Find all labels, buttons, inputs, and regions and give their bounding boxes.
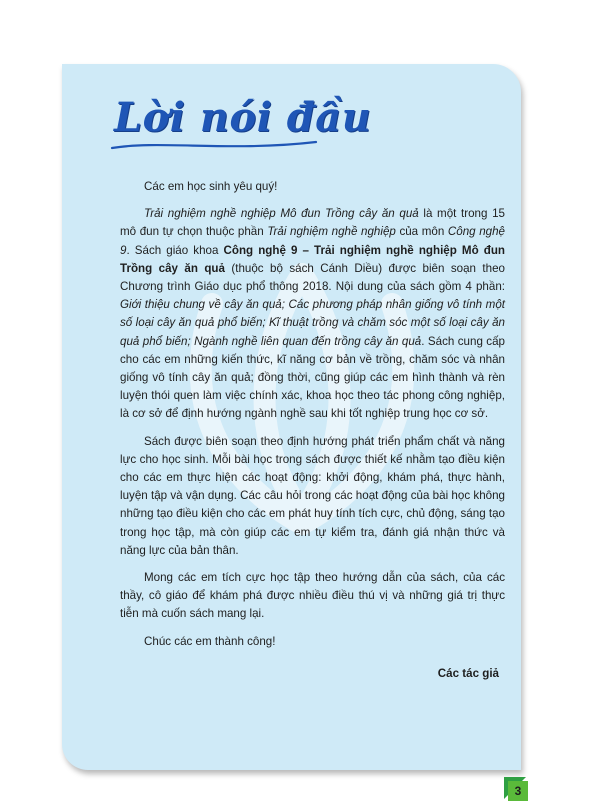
preface-body [120,178,505,692]
paragraph-method: Sách được biên soạn theo định hướng phát triển phẩm chất và năng lực cho học sinh. Mỗi bài học trong sách được thiết kế nhằm tạo điều kiện cho các em thực hiện các hoạt động: khởi động, khám phá, thực hành, luyện tập và vận dụng. Các câu hỏi trong các hoạt động của bài học không những tạo điều kiện cho các em phát huy tính tích cực, chủ động, sáng tạo trong học tập, mà còn giúp các em tự kiểm tra, đánh giá nhận thức và năng lực của bản thân. [120,434,505,557]
text-italic: Giới thiệu chung về cây ăn quả; Các phương pháp nhân giống vô tính một số loại cây ăn quả phổ biến; Kĩ thuật trồng và chăm sóc một số loại cây ăn quả phổ biến; Ngành nghề liên quan đến trồng cây ăn quả [120,298,505,348]
paragraph-encouragement: Mong các em tích cực học tập theo hướng dẫn của sách, của các thầy, cô giáo để khám phá được nhiều điều thú vị và những giá trị thực tiễn mà cuốn sách mang lại. [120,571,505,621]
title-flourish-icon [110,138,320,152]
text-italic: Công nghệ 9 [120,225,505,257]
page-number: 3 [508,781,528,801]
text-span: (thuộc bộ sách Cánh Diều) được biên soạn theo Chương trình Giáo dục phổ thông 2018. Nội dung của sách gồm 4 phần: [120,261,505,294]
author-signature: Các tác giả [437,666,499,680]
text-italic: Trải nghiệm nghề nghiệp Mô đun Trồng cây ăn quả [144,207,419,221]
text-span: . Sách cung cấp cho các em những kiến thức, kĩ năng cơ bản về trồng, chăm sóc và nhân giống vô tính cây ăn quả; đồng thời, cũng giúp các em hình thành và rèn luyện thói quen làm việc chính xác, khoa học theo tác phong công nghiệp, là cơ sở để định hướng ngành nghề sau khi tốt nghiệp trung học cơ sở. [120,334,505,421]
text-span: . Sách giáo khoa [126,243,224,257]
salutation: Các em học sinh yêu quý! [144,180,278,193]
text-bold: Công nghệ 9 – Trải nghiệm nghề nghiệp Mô đun Trồng cây ăn quả [120,243,505,275]
page-title: Lời nói đầu [114,94,372,141]
text-italic: Trải nghiệm nghề nghiệp [267,225,396,239]
page-number-badge [508,781,528,801]
paragraph-intro [120,205,505,423]
closing-line: Chúc các em thành công! [144,634,276,648]
preface-card [62,64,521,770]
text-span: của môn [395,225,448,239]
text-span: là một trong 15 mô đun tự chọn thuộc phần [120,207,505,239]
